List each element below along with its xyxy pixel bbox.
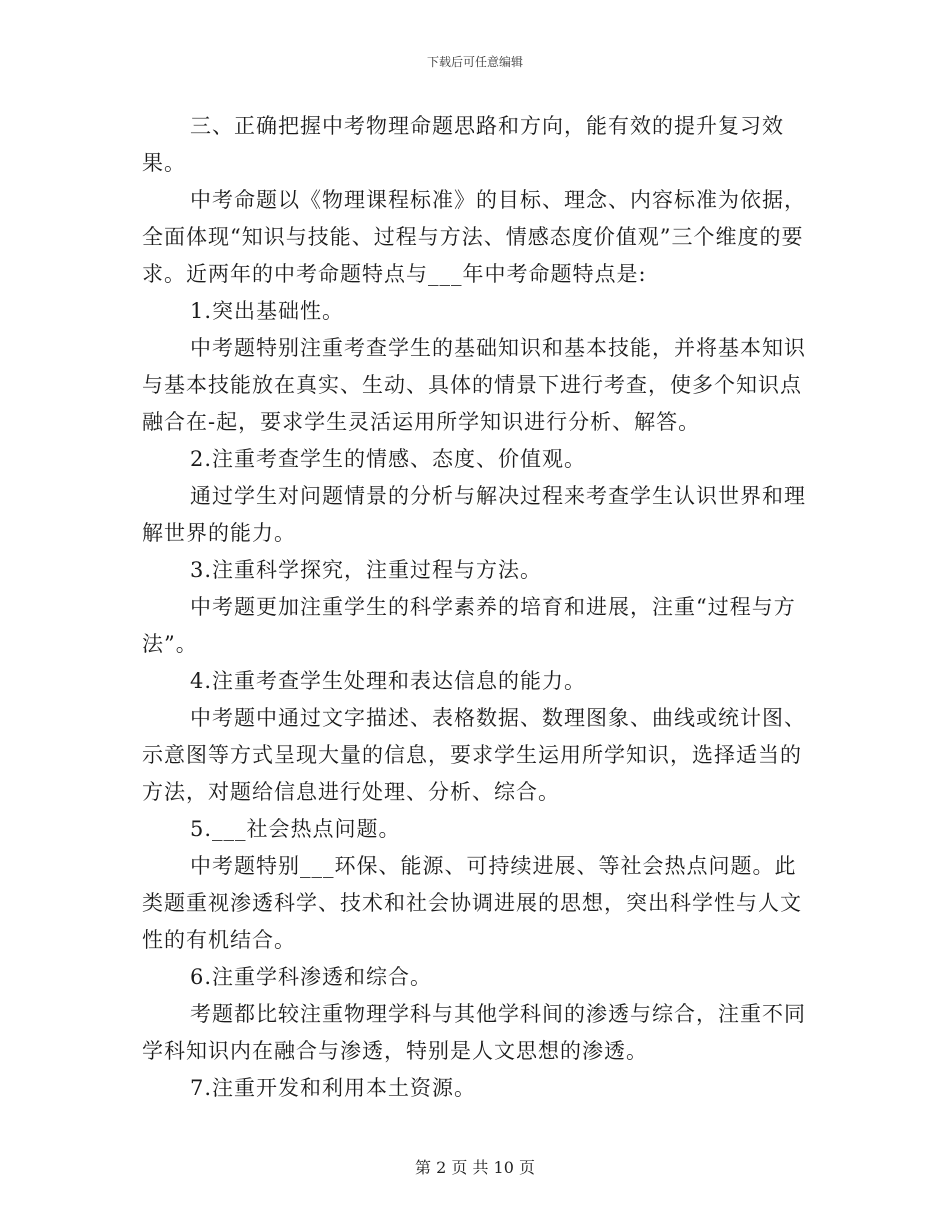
page-footer: 第 2 页 共 10 页 bbox=[415, 1158, 535, 1177]
paragraph: 中考题特别注重考查学生的基础知识和基本技能，并将基本知识与基本技能放在真实、生动、具体的情景下进行考查，使多个知识点融合在-起，要求学生灵活运用所学知识进行分析、解答。 bbox=[142, 336, 806, 434]
paragraph: 6.注重学科渗透和综合。 bbox=[190, 965, 433, 989]
page-header: 下载后可任意编辑 bbox=[426, 55, 523, 69]
paragraph: 3.注重科学探究，注重过程与方法。 bbox=[190, 558, 543, 582]
paragraph: 1.突出基础性。 bbox=[190, 299, 345, 323]
paragraph: 中考题特别___环保、能源、可持续进展、等社会热点问题。此类题重视渗透科学、技术和社会协调进展的思想，突出科学性与人文性的有机结合。 bbox=[142, 854, 802, 952]
paragraph: 中考题更加注重学生的科学素养的培育和进展，注重“过程与方法”。 bbox=[142, 595, 796, 656]
paragraph: 7.注重开发和利用本土资源。 bbox=[190, 1076, 477, 1100]
paragraph: 中考题中通过文字描述、表格数据、数理图象、曲线或统计图、示意图等方式呈现大量的信息，要求学生运用所学知识，选择适当的方法，对题给信息进行处理、分析、综合。 bbox=[142, 706, 806, 804]
paragraph: 5.___社会热点问题。 bbox=[190, 817, 401, 841]
paragraph: 中考命题以《物理课程标准》的目标、理念、内容标准为依据，全面体现“知识与技能、过程与方法、情感态度价值观”三个维度的要求。近两年的中考命题特点与___年中考命题特点是: bbox=[142, 188, 806, 286]
paragraph: 通过学生对问题情景的分析与解决过程来考查学生认识世界和理解世界的能力。 bbox=[142, 484, 806, 545]
paragraph: 考题都比较注重物理学科与其他学科间的渗透与综合，注重不同学科知识内在融合与渗透，特别是人文思想的渗透。 bbox=[142, 1002, 806, 1063]
paragraph: 4.注重考查学生处理和表达信息的能力。 bbox=[190, 669, 587, 693]
paragraph: 2.注重考查学生的情感、态度、价值观。 bbox=[190, 447, 587, 471]
document-body bbox=[142, 108, 812, 1107]
paragraph: 三、正确把握中考物理命题思路和方向，能有效的提升复习效果。 bbox=[142, 114, 784, 175]
